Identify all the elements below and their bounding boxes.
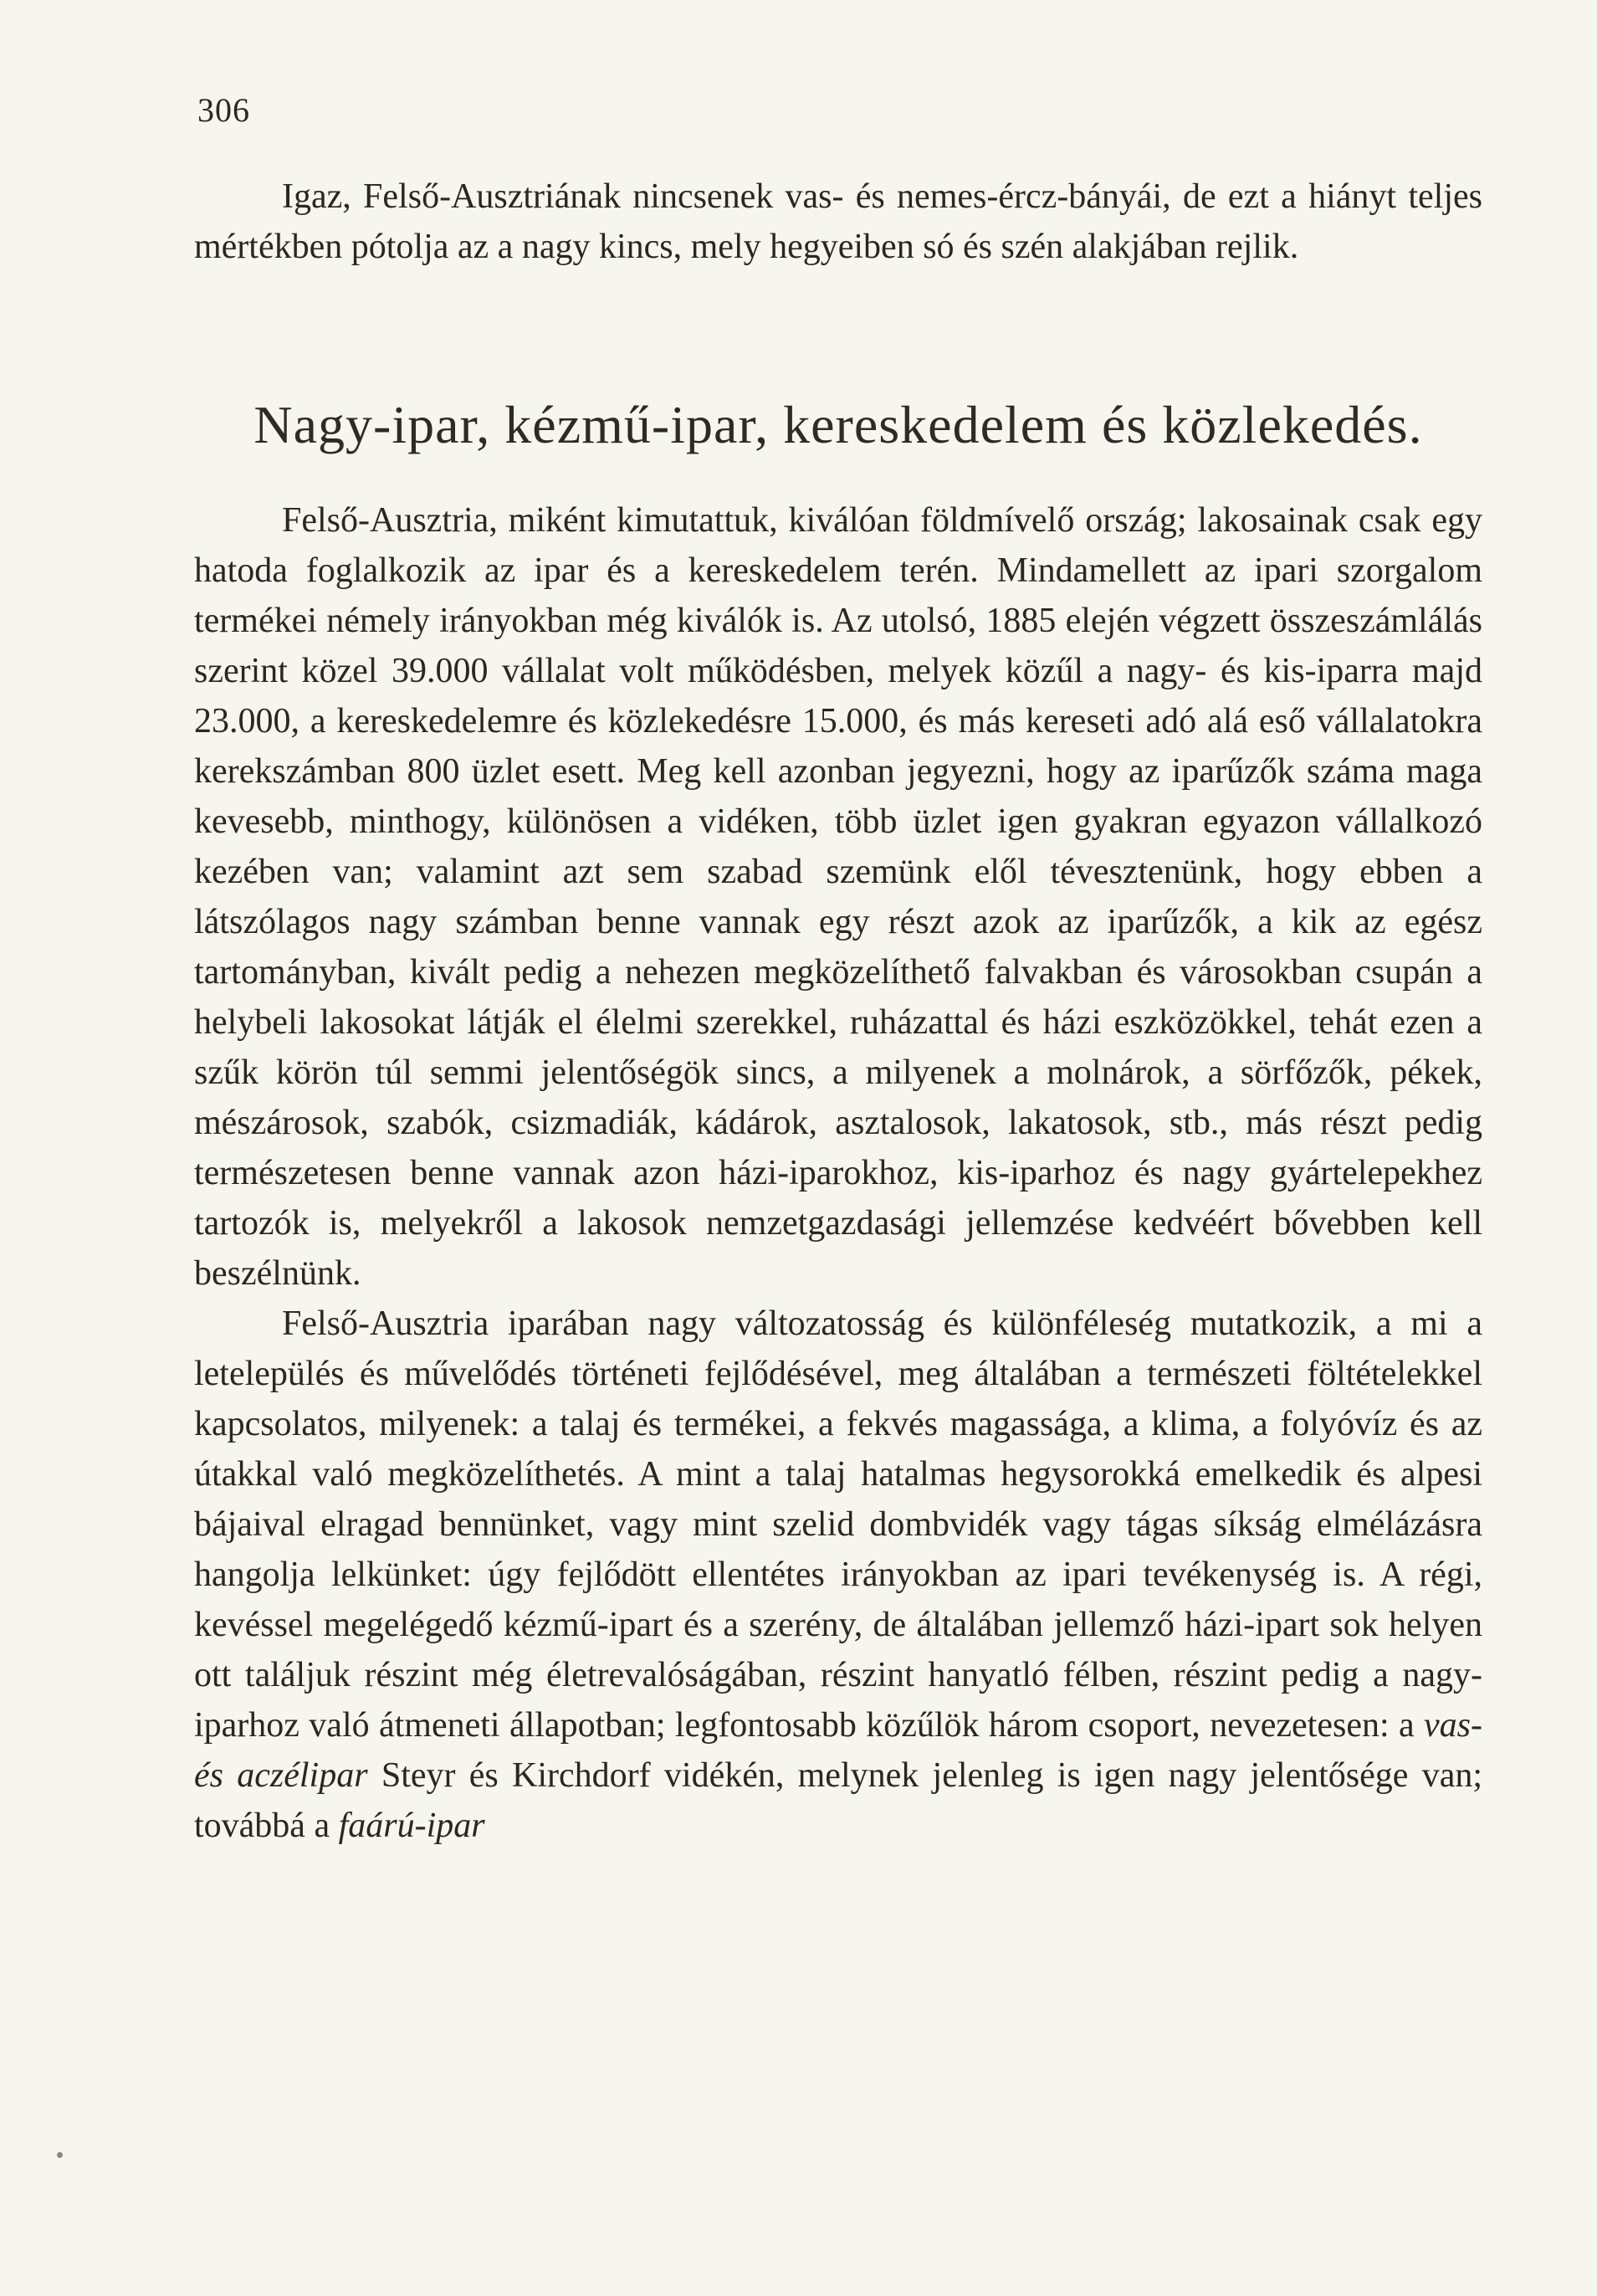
paragraph-2-emphasis-wood: faárú-ipar	[338, 1807, 485, 1845]
paragraph-2	[194, 1299, 1482, 1851]
intro-paragraph: Igaz, Felső-Ausztriának nincsenek vas- és nemes-ércz-bányái, de ezt a hiányt teljes mértékben pótolja az a nagy kincs, mely hegyeiben só és szén alakjában rejlik.	[194, 177, 1482, 266]
paragraph-2-main: Felső-Ausztria iparában nagy változatosság és különféleség mutatkozik, a mi a letelepülés és művelődés történeti fejlődésével, meg általában a természeti föltételekkel kapcsolatos, milyenek: a talaj és termékei, a fekvés magassága, a klima, a folyóvíz és az útakkal való megközelíthetés. A mint a talaj hatalmas hegysorokká emelkedik és alpesi bájaival elragad bennünket, vagy mint szelid dombvidék vagy tágas síkság elmélázásra hangolja lelkünket: úgy fejlődött ellentétes irányokban az ipari tevékenység is. A régi, kevéssel megelégedő kézmű-ipart és a szerény, de általában jellemző házi-ipart sok helyen ott találjuk részint még életrevalóságában, részint hanyatló félben, részint pedig a nagy-iparhoz való átmeneti állapotban; legfontosabb közűlök három csoport, nevezetesen: a	[194, 1304, 1482, 1745]
paragraph-2-emphasis-iron-steel: vas- és aczélipar	[194, 1706, 1483, 1795]
paragraph-1: Felső-Ausztria, miként kimutattuk, kiválóan földmívelő ország; lakosainak csak egy hatoda foglalkozik az ipar és a kereskedelem terén. Mindamellett az ipari szorgalom termékei némely irányokban még kiválók is. Az utolsó, 1885 elején végzett összeszámlálás szerint közel 39.000 vállalat volt működésben, melyek közűl a nagy- és kis-iparra majd 23.000, a kereskedelemre és közlekedésre 15.000, és más kereseti adó alá eső vállalatokra kerekszámban 800 üzlet esett. Meg kell azonban jegyezni, hogy az iparűzők száma maga kevesebb, minthogy, különösen a vidéken, több üzlet igen gyakran egyazon vállalkozó kezében van; valamint azt sem szabad szemünk elől tévesztenünk, hogy ebben a látszólagos nagy számban benne vannak egy részt azok az iparűzők, a kik az egész tartományban, kivált pedig a nehezen megközelíthető falvakban és városokban csupán a helybeli lakosokat látják el élelmi szerekkel, ruházattal és házi eszközökkel, tehát ezen a szűk körön túl semmi jelentőségök sincs, a milyenek a molnárok, a sörfőzők, pékek, mészárosok, szabók, csizmadiák, kádárok, asztalosok, lakatosok, stb., más részt pedig természetesen benne vannak azon házi-iparokhoz, kis-iparhoz és nagy gyártelepekhez tartozók is, melyekről a lakosok nemzetgazdasági jellemzése kedvéért bővebben kell beszélnünk.	[194, 501, 1482, 1293]
section-heading: Nagy-ipar, kézmű-ipar, kereskedelem és közlekedés.	[253, 395, 1423, 454]
page-number: 306	[197, 91, 250, 129]
section-body	[194, 495, 1482, 1851]
intro-text	[194, 172, 1482, 272]
page-mark	[57, 2152, 63, 2158]
paragraph-2-middle: Steyr és Kirchdorf vidékén, melynek jelenleg is igen nagy jelentősége van; továbbá a	[194, 1756, 1483, 1845]
